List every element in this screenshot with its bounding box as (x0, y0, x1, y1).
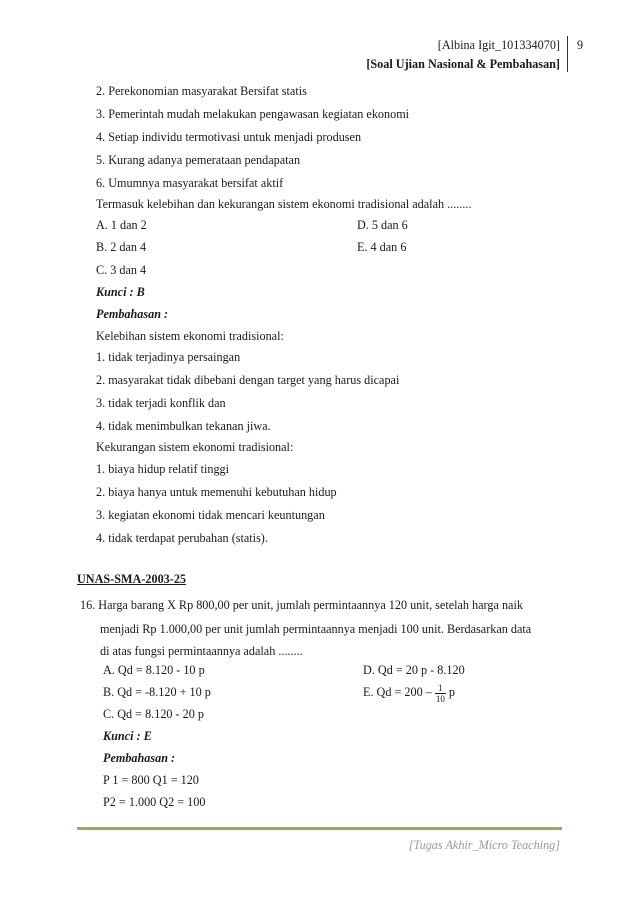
fraction-numerator: 1 (435, 683, 446, 694)
statement-4: 4. Setiap individu termotivasi untuk menjadi produsen (96, 130, 362, 144)
q16-choice-c: C. Qd = 8.120 - 20 p (103, 707, 204, 721)
statement-5: 5. Kurang adanya pemerataan pendapatan (96, 153, 301, 167)
choice-c: C. 3 dan 4 (96, 263, 147, 277)
question-16-line-3: di atas fungsi permintaannya adalah ........ (100, 644, 303, 658)
header-author: [Albina Igit_101334070] (437, 38, 560, 52)
explanation-title: Pembahasan : (96, 307, 169, 321)
advantage-2: 2. masyarakat tidak dibebani dengan target yang harus dicapai (96, 373, 400, 387)
question-16-line-2: menjadi Rp 1.000,00 per unit jumlah permintaannya menjadi 100 unit. Berdasarkan data (100, 622, 532, 636)
q16-choice-d: D. Qd = 20 p - 8.120 (363, 663, 465, 677)
page-number: 9 (577, 38, 584, 52)
question-16-line-1: 16. Harga barang X Rp 800,00 per unit, jumlah permintaannya 120 unit, setelah harga naik (80, 598, 523, 612)
choice-d: D. 5 dan 6 (357, 218, 408, 232)
q16-explanation-title: Pembahasan : (103, 751, 176, 765)
q16-point-1: P 1 = 800 Q1 = 120 (103, 773, 199, 787)
footer-divider (77, 827, 562, 830)
advantage-3: 3. tidak terjadi konflik dan (96, 396, 226, 410)
statement-6: 6. Umumnya masyarakat bersifat aktif (96, 176, 284, 190)
q16-choice-b: B. Qd = -8.120 + 10 p (103, 685, 211, 699)
q16-point-2: P2 = 1.000 Q2 = 100 (103, 795, 206, 809)
question-stem: Termasuk kelebihan dan kekurangan sistem ekonomi tradisional adalah ........ (96, 197, 472, 211)
disadvantages-title: Kekurangan sistem ekonomi tradisional: (96, 440, 294, 454)
footer-text: [Tugas Akhir_Micro Teaching] (408, 838, 560, 852)
q16-choice-e (363, 681, 455, 704)
disadvantage-3: 3. kegiatan ekonomi tidak mencari keuntungan (96, 508, 325, 522)
advantages-title: Kelebihan sistem ekonomi tradisional: (96, 329, 284, 343)
advantage-4: 4. tidak menimbulkan tekanan jiwa. (96, 419, 271, 433)
statement-2: 2. Perekonomian masyarakat Bersifat statis (96, 84, 307, 98)
q16-choice-e-prefix: E. Qd = 200 – (363, 685, 432, 699)
header-divider (567, 36, 568, 72)
q16-choice-e-suffix: p (448, 685, 455, 699)
section-label: UNAS-SMA-2003-25 (77, 572, 187, 586)
header-title: [Soal Ujian Nasional & Pembahasan] (366, 57, 560, 71)
disadvantage-2: 2. biaya hanya untuk memenuhi kebutuhan hidup (96, 485, 337, 499)
choice-e: E. 4 dan 6 (357, 240, 407, 254)
choice-b: B. 2 dan 4 (96, 240, 147, 254)
fraction (435, 683, 446, 704)
fraction-denominator: 10 (435, 693, 445, 704)
choice-a: A. 1 dan 2 (96, 218, 147, 232)
advantage-1: 1. tidak terjadinya persaingan (96, 350, 241, 364)
disadvantage-4: 4. tidak terdapat perubahan (statis). (96, 531, 268, 545)
q16-choice-a: A. Qd = 8.120 - 10 p (103, 663, 205, 677)
statement-3: 3. Pemerintah mudah melakukan pengawasan kegiatan ekonomi (96, 107, 410, 121)
disadvantage-1: 1. biaya hidup relatif tinggi (96, 462, 230, 476)
q16-answer-key: Kunci : E (103, 729, 152, 743)
answer-key: Kunci : B (96, 285, 145, 299)
